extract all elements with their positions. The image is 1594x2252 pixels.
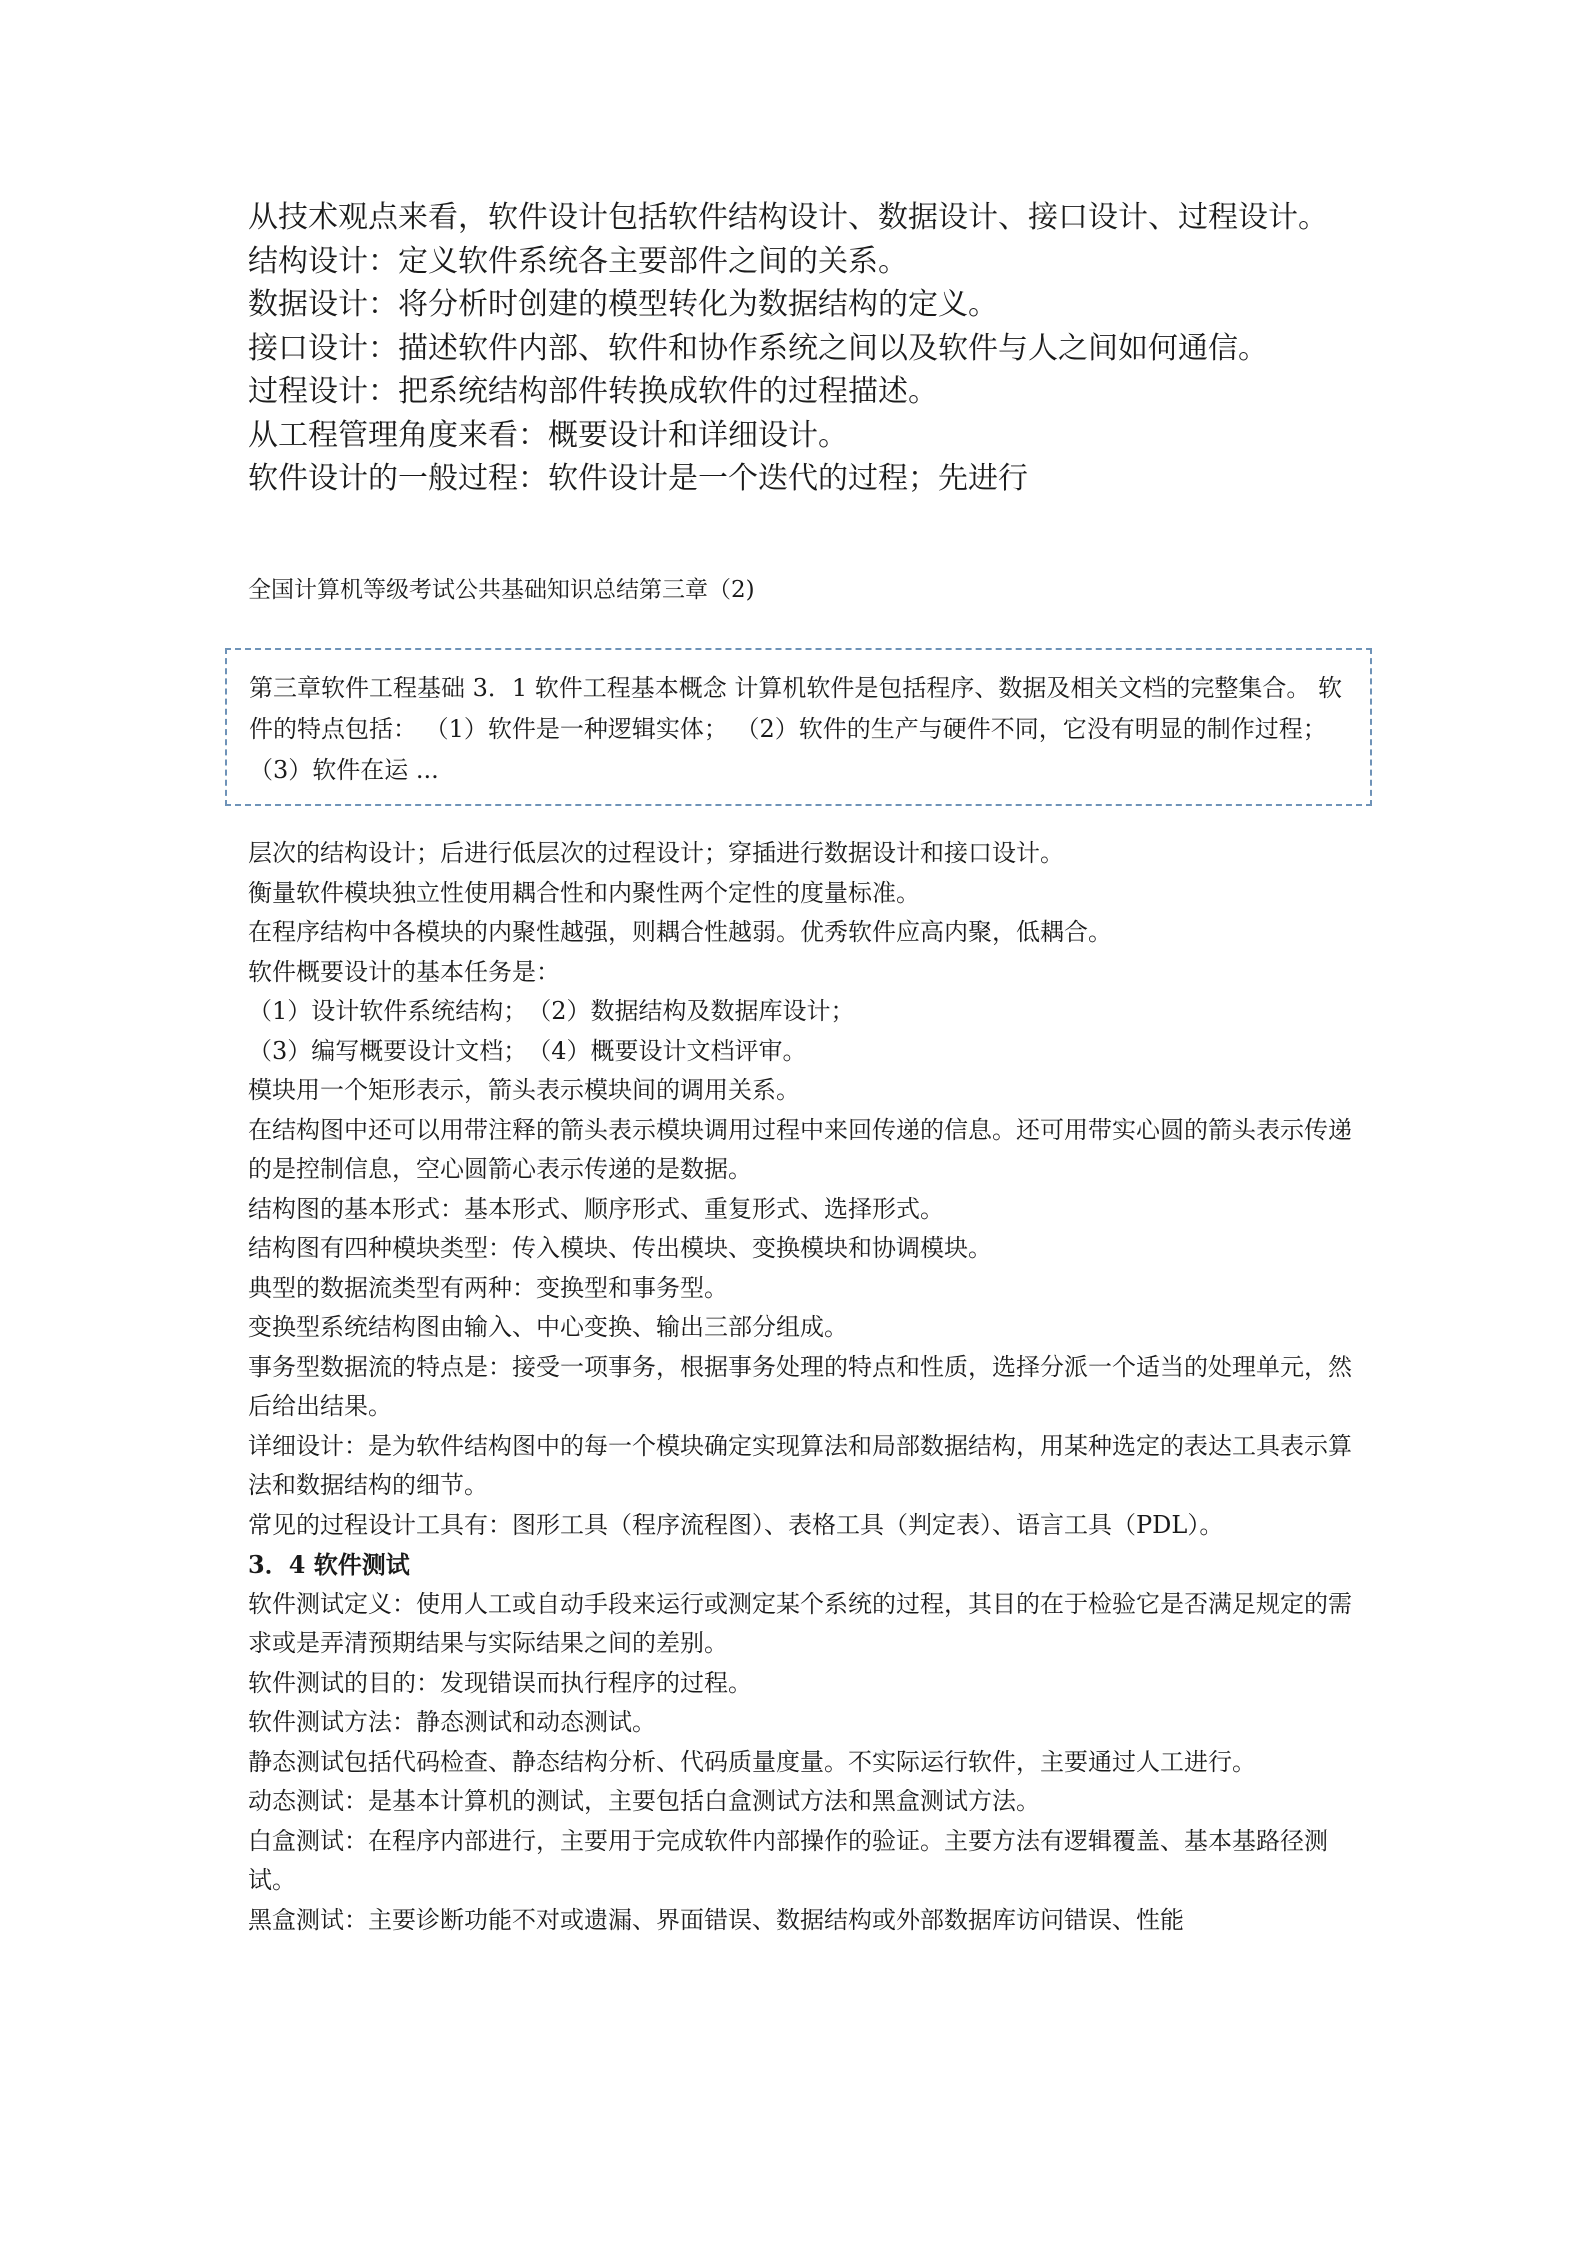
paragraph: 软件概要设计的基本任务是： <box>248 957 560 986</box>
paragraph: 事务型数据流的特点是：接受一项事务，根据事务处理的特点和性质，选择分派一个适当的处理单元，然后给出结果。 <box>248 1352 1352 1420</box>
paragraph: 软件测试的目的：发现错误而执行程序的过程。 <box>248 1668 752 1697</box>
paragraph: 静态测试包括代码检查、静态结构分析、代码质量度量。不实际运行软件，主要通过人工进行。 <box>248 1747 1256 1776</box>
paragraph: 衡量软件模块独立性使用耦合性和内聚性两个定性的度量标准。 <box>248 878 920 907</box>
paragraph: 在程序结构中各模块的内聚性越强，则耦合性越弱。优秀软件应高内聚，低耦合。 <box>248 918 1112 946</box>
section-heading: 3．4 软件测试 <box>248 1550 410 1579</box>
paragraph: 结构图的基本形式：基本形式、顺序形式、重复形式、选择形式。 <box>248 1194 944 1223</box>
list-item: （1）设计软件系统结构； （2）数据结构及数据库设计； <box>248 997 855 1025</box>
paragraph: 结构设计：定义软件系统各主要部件之间的关系。 <box>248 243 908 279</box>
paragraph: 软件设计的一般过程：软件设计是一个迭代的过程；先进行 <box>248 461 1028 496</box>
paragraph: 黑盒测试：主要诊断功能不对或遗漏、界面错误、数据结构或外部数据库访问错误、性能 <box>248 1905 1184 1934</box>
paragraph: 数据设计：将分析时创建的模型转化为数据结构的定义。 <box>248 287 998 322</box>
list-item: （3）编写概要设计文档； （4）概要设计文档评审。 <box>248 1036 807 1065</box>
paragraph: 常见的过程设计工具有：图形工具（程序流程图）、表格工具（判定表）、语言工具（PDL）。 <box>248 1510 1224 1539</box>
article-title: 全国计算机等级考试公共基础知识总结第三章（2) <box>248 577 755 603</box>
body-text-block <box>248 834 1368 1940</box>
paragraph: 软件测试定义：使用人工或自动手段来运行或测定某个系统的过程，其目的在于检验它是否满足规定的需求或是弄清预期结果与实际结果之间的差别。 <box>248 1589 1352 1657</box>
paragraph: 结构图有四种模块类型：传入模块、传出模块、变换模块和协调模块。 <box>248 1234 992 1262</box>
article-summary-box[interactable] <box>225 648 1372 806</box>
top-text-block <box>248 196 1368 501</box>
paragraph: 模块用一个矩形表示，箭头表示模块间的调用关系。 <box>248 1076 800 1104</box>
paragraph: 层次的结构设计；后进行低层次的过程设计；穿插进行数据设计和接口设计。 <box>248 839 1064 867</box>
paragraph: 在结构图中还可以用带注释的箭头表示模块调用过程中来回传递的信息。还可用带实心圆的箭头表示传递的是控制信息，空心圆箭心表示传递的是数据。 <box>248 1115 1352 1183</box>
paragraph: 动态测试：是基本计算机的测试，主要包括白盒测试方法和黑盒测试方法。 <box>248 1787 1040 1815</box>
paragraph: 过程设计：把系统结构部件转换成软件的过程描述。 <box>248 374 938 409</box>
paragraph: 变换型系统结构图由输入、中心变换、输出三部分组成。 <box>248 1313 848 1341</box>
paragraph: 接口设计：描述软件内部、软件和协作系统之间以及软件与人之间如何通信。 <box>248 330 1268 366</box>
paragraph: 白盒测试：在程序内部进行，主要用于完成软件内部操作的验证。主要方法有逻辑覆盖、基本基路径测试。 <box>248 1826 1328 1894</box>
paragraph: 软件测试方法：静态测试和动态测试。 <box>248 1708 656 1736</box>
paragraph: 从技术观点来看，软件设计包括软件结构设计、数据设计、接口设计、过程设计。 <box>248 200 1328 235</box>
paragraph: 详细设计：是为软件结构图中的每一个模块确定实现算法和局部数据结构，用某种选定的表达工具表示算法和数据结构的细节。 <box>248 1431 1352 1499</box>
paragraph: 典型的数据流类型有两种：变换型和事务型。 <box>248 1273 728 1302</box>
paragraph: 从工程管理角度来看：概要设计和详细设计。 <box>248 417 848 453</box>
article-summary-text: 第三章软件工程基础 3．1 软件工程基本概念 计算机软件是包括程序、数据及相关文档的完整集合。 软件的特点包括： （1）软件是一种逻辑实体； （2）软件的生产与硬件不同，它没有明显的制作过程； （3）软件在运 ... <box>249 674 1343 784</box>
